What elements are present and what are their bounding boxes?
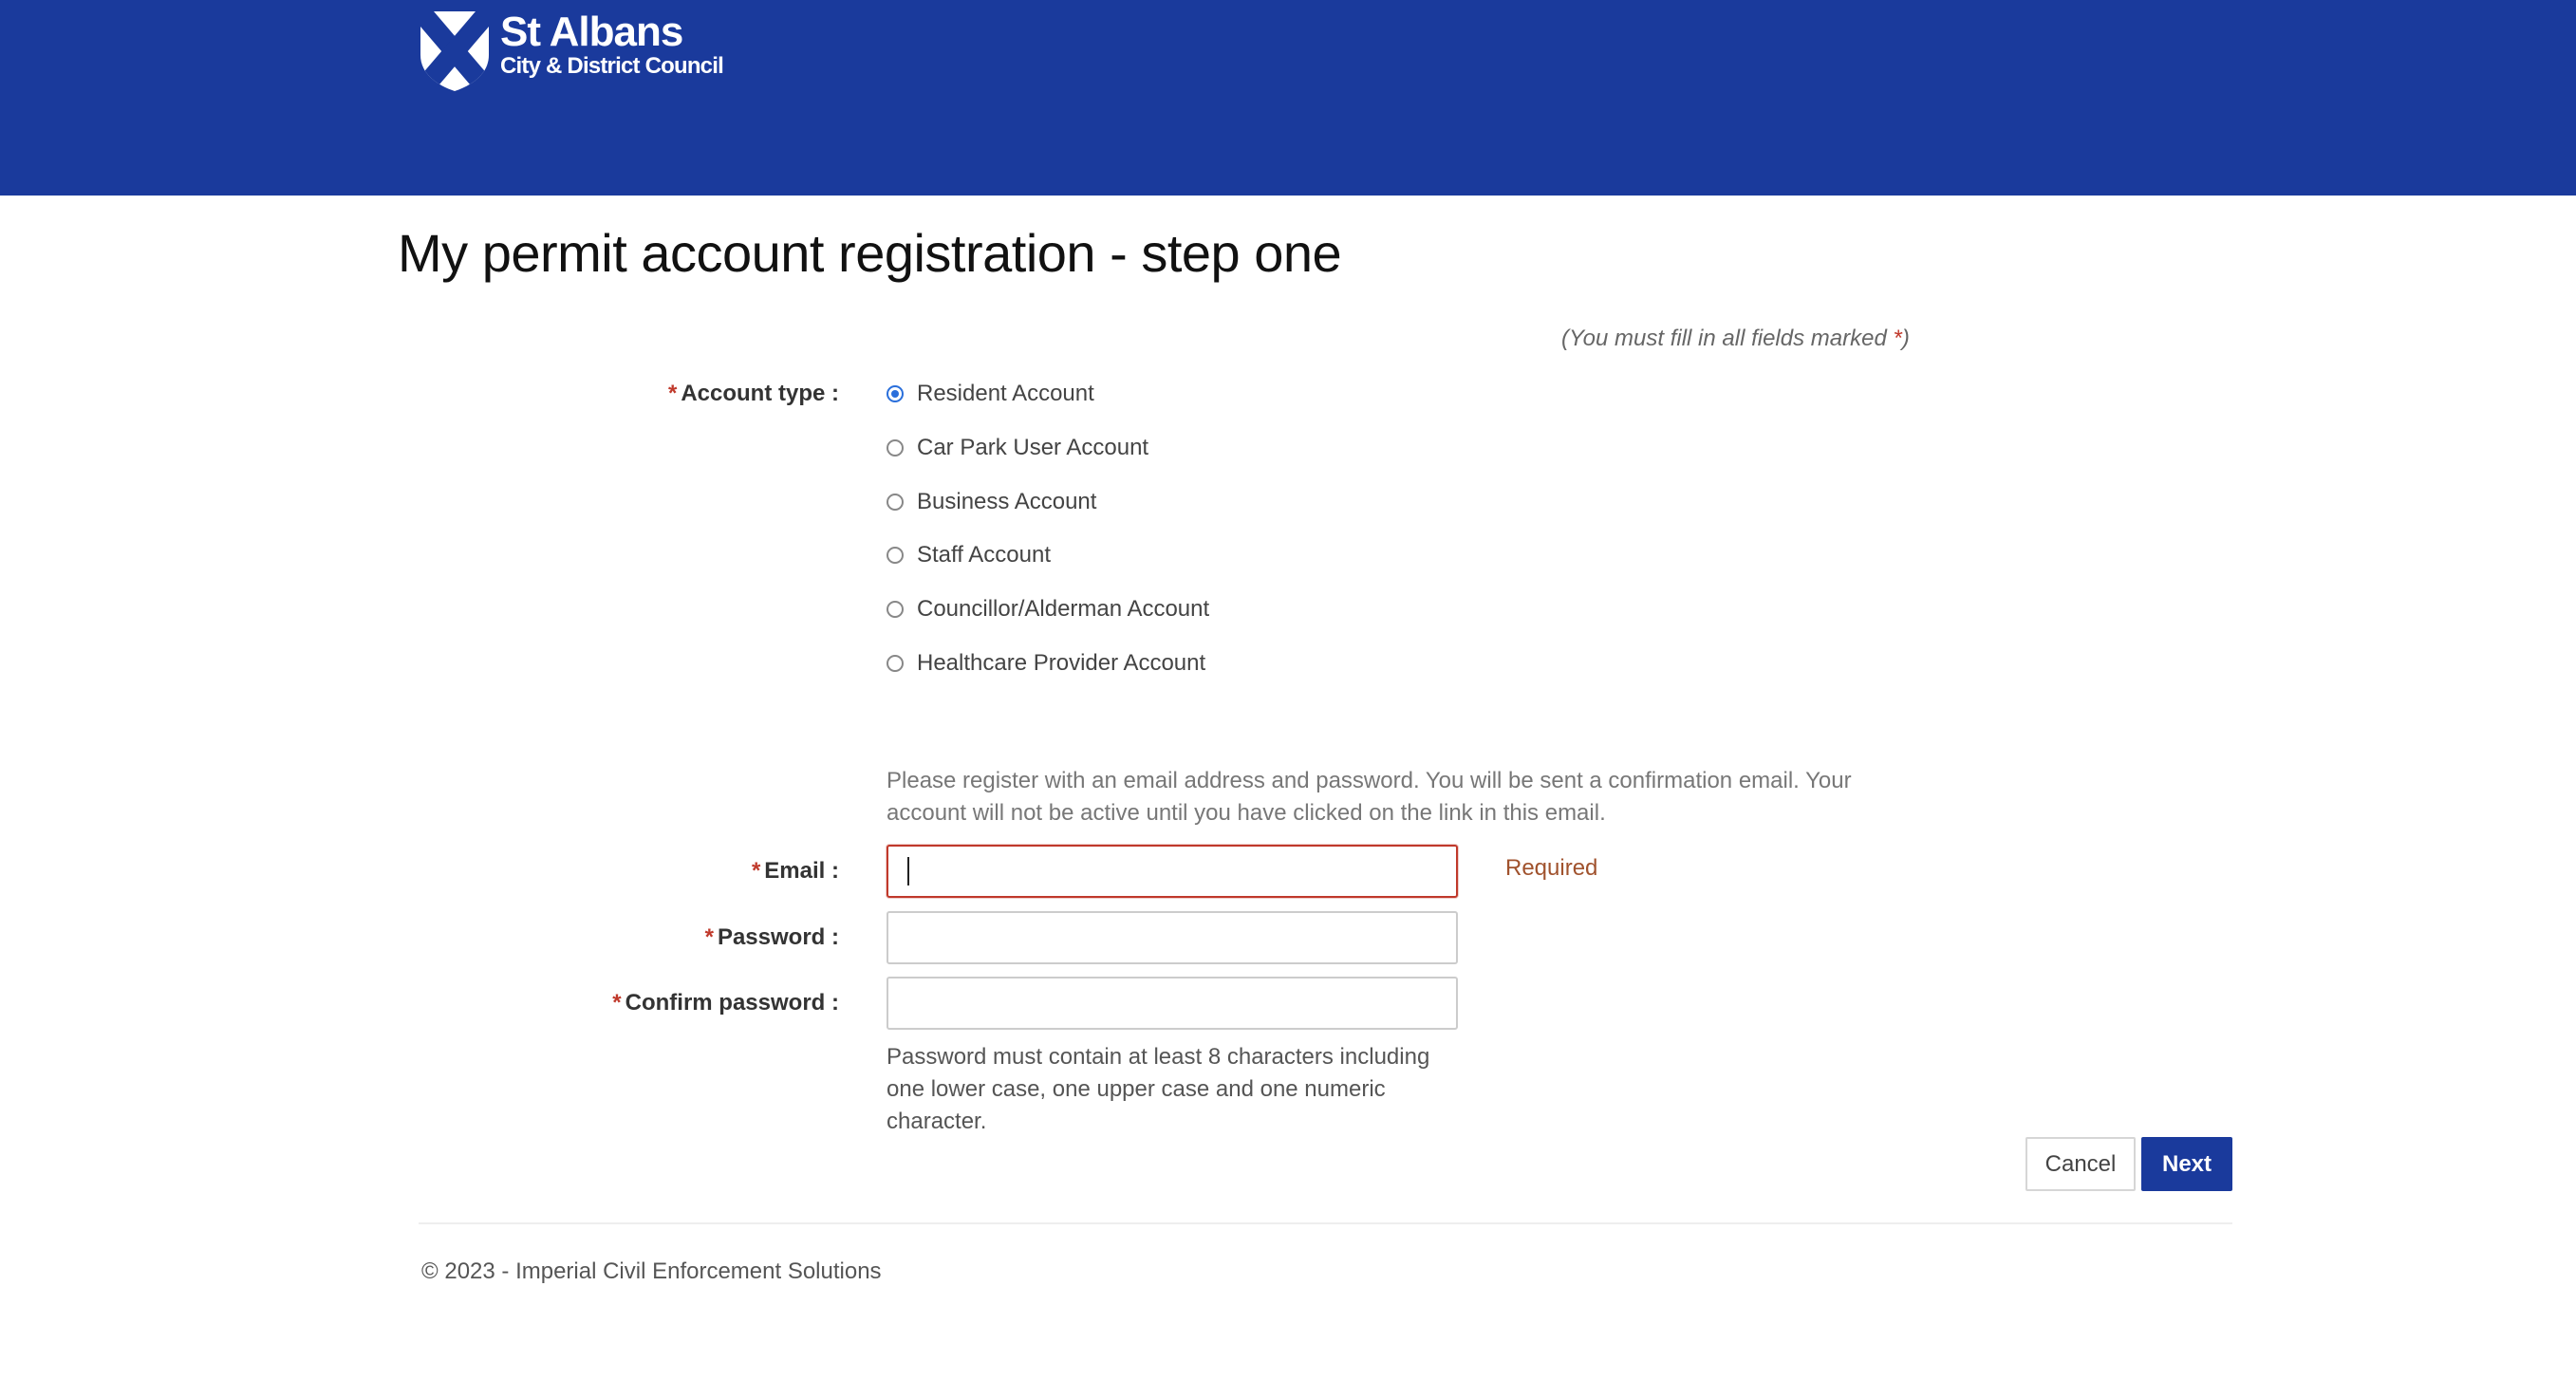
radio-button[interactable] — [887, 601, 904, 618]
email-required-error: Required — [1505, 855, 1598, 881]
cancel-button[interactable]: Cancel — [2025, 1137, 2136, 1191]
password-field[interactable] — [887, 911, 1458, 964]
site-header — [0, 0, 2576, 196]
email-field[interactable] — [887, 845, 1458, 898]
required-star: * — [1893, 326, 1902, 351]
confirm-password-label-text: Confirm password : — [625, 990, 839, 1016]
shield-saltire-icon — [419, 9, 491, 98]
required-note-text: (You must fill in all fields marked — [1561, 326, 1894, 351]
email-label-text: Email : — [764, 858, 839, 884]
next-button[interactable]: Next — [2141, 1137, 2232, 1191]
radio-car-park-user-account[interactable] — [887, 435, 1148, 461]
radio-resident-account[interactable] — [887, 381, 1094, 407]
radio-label: Healthcare Provider Account — [917, 650, 1206, 676]
confirm-password-field[interactable] — [887, 977, 1458, 1030]
required-star: * — [612, 990, 622, 1016]
password-label-text: Password : — [717, 924, 839, 950]
required-star: * — [704, 924, 714, 950]
radio-button[interactable] — [887, 494, 904, 511]
logo-subtitle: City & District Council — [500, 53, 723, 79]
radio-business-account[interactable] — [887, 489, 1096, 515]
council-logo[interactable] — [419, 9, 723, 95]
radio-staff-account[interactable] — [887, 542, 1051, 569]
required-fields-note — [1561, 326, 1910, 352]
password-label — [705, 924, 839, 951]
radio-councillor-alderman-account[interactable] — [887, 596, 1209, 623]
radio-button-selected[interactable] — [887, 385, 904, 402]
radio-label: Resident Account — [917, 381, 1094, 406]
account-type-label-text: Account type : — [681, 381, 839, 406]
page-title: My permit account registration - step one — [398, 223, 1342, 283]
radio-label: Car Park User Account — [917, 435, 1149, 460]
email-label — [752, 858, 839, 885]
footer-copyright: © 2023 - Imperial Civil Enforcement Solutions — [421, 1258, 882, 1284]
password-requirements-help: Password must contain at least 8 characters including one lower case, one upper case and one numeric character. — [887, 1044, 1430, 1134]
footer-divider — [419, 1222, 2232, 1224]
logo-name: St Albans — [500, 9, 683, 55]
required-star: * — [751, 858, 761, 884]
radio-label: Staff Account — [917, 542, 1051, 568]
required-star: * — [667, 381, 678, 406]
confirm-password-label — [612, 990, 839, 1016]
radio-label: Business Account — [917, 489, 1097, 514]
radio-button[interactable] — [887, 439, 904, 457]
account-type-label — [668, 381, 839, 407]
radio-button[interactable] — [887, 655, 904, 672]
registration-info-text: Please register with an email address and password. You will be sent a confirmation email. Your account will not be active until you have clicked on the link in this email. — [887, 768, 1852, 826]
radio-healthcare-provider-account[interactable] — [887, 650, 1205, 677]
radio-button[interactable] — [887, 547, 904, 564]
text-cursor — [907, 857, 909, 885]
required-note-close: ) — [1901, 326, 1910, 351]
radio-label: Councillor/Alderman Account — [917, 596, 1210, 622]
